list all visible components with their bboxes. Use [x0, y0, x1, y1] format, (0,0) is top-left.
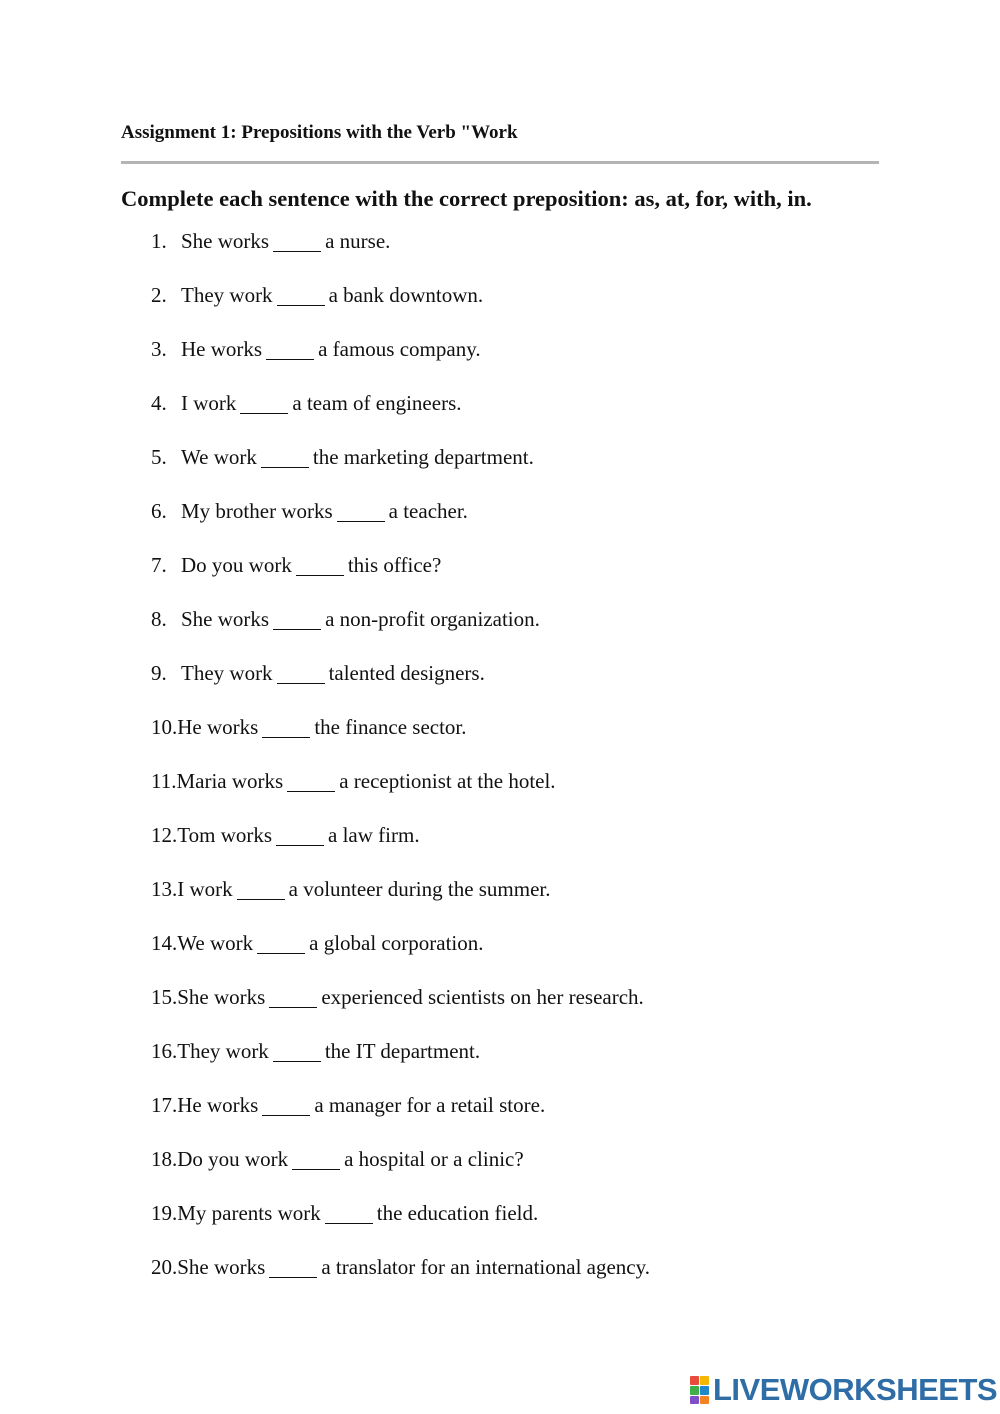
answer-blank[interactable]: [262, 716, 310, 738]
question-item: [151, 820, 650, 874]
question-item: [151, 1144, 650, 1198]
question-text-before: She works: [181, 607, 270, 631]
question-number: 13.: [151, 877, 178, 901]
question-item: [151, 874, 650, 928]
logo-square: [700, 1386, 709, 1395]
question-item: [151, 334, 650, 388]
question-text-before: I work: [177, 877, 233, 901]
question-number: 11.: [151, 769, 177, 793]
question-number: 7.: [151, 553, 167, 577]
question-text-before: Maria works: [176, 769, 284, 793]
logo-square: [700, 1376, 709, 1385]
question-text-after: experienced scientists on her research.: [321, 985, 644, 1009]
question-text-before: They work: [181, 283, 273, 307]
question-number: 18.: [151, 1147, 178, 1171]
question-text-after: a volunteer during the summer.: [288, 877, 551, 901]
answer-blank[interactable]: [276, 824, 324, 846]
answer-blank[interactable]: [273, 608, 321, 630]
answer-blank[interactable]: [325, 1202, 373, 1224]
question-item: [151, 550, 650, 604]
question-item: [151, 928, 650, 982]
question-text-before: He works: [177, 715, 259, 739]
answer-blank[interactable]: [269, 1256, 317, 1278]
question-number: 9.: [151, 661, 167, 685]
question-text-after: the IT department.: [324, 1039, 481, 1063]
answer-blank[interactable]: [296, 554, 344, 576]
question-text-before: She works: [181, 229, 270, 253]
question-item: [151, 226, 650, 280]
question-number: 6.: [151, 499, 167, 523]
question-text-after: a non-profit organization.: [325, 607, 540, 631]
question-text-before: We work: [177, 931, 254, 955]
question-item: [151, 442, 650, 496]
question-text-after: a famous company.: [318, 337, 481, 361]
question-text-after: a team of engineers.: [292, 391, 462, 415]
question-text-before: My brother works: [181, 499, 333, 523]
answer-blank[interactable]: [240, 392, 288, 414]
question-text-after: the finance sector.: [314, 715, 467, 739]
logo-square: [690, 1376, 699, 1385]
question-text-after: a translator for an international agency.: [321, 1255, 651, 1279]
answer-blank[interactable]: [257, 932, 305, 954]
answer-blank[interactable]: [273, 1040, 321, 1062]
question-number: 10.: [151, 715, 178, 739]
answer-blank[interactable]: [287, 770, 335, 792]
question-item: [151, 1036, 650, 1090]
answer-blank[interactable]: [261, 446, 309, 468]
question-list: [151, 226, 650, 1306]
question-text-after: this office?: [347, 553, 442, 577]
question-item: [151, 712, 650, 766]
question-text-after: a global corporation.: [309, 931, 484, 955]
answer-blank[interactable]: [273, 230, 321, 252]
question-item: [151, 1252, 650, 1306]
question-text-before: He works: [177, 1093, 259, 1117]
instruction-text: Complete each sentence with the correct preposition: as, at, for, with, in.: [121, 186, 812, 211]
question-text-before: He works: [181, 337, 263, 361]
question-text-after: a bank downtown.: [328, 283, 484, 307]
question-text-after: the marketing department.: [312, 445, 534, 469]
liveworksheets-brand: [690, 1372, 997, 1408]
logo-square: [700, 1396, 709, 1404]
question-number: 2.: [151, 283, 167, 307]
question-text-after: the education field.: [376, 1201, 539, 1225]
question-text-after: a nurse.: [325, 229, 391, 253]
answer-blank[interactable]: [262, 1094, 310, 1116]
question-item: [151, 658, 650, 712]
question-text-after: talented designers.: [328, 661, 485, 685]
question-text-after: a manager for a retail store.: [314, 1093, 546, 1117]
question-item: [151, 1198, 650, 1252]
question-number: 17.: [151, 1093, 178, 1117]
question-text-after: a receptionist at the hotel.: [339, 769, 556, 793]
answer-blank[interactable]: [337, 500, 385, 522]
question-text-before: We work: [181, 445, 257, 469]
question-text-after: a hospital or a clinic?: [344, 1147, 524, 1171]
answer-blank[interactable]: [237, 878, 285, 900]
question-text-before: Do you work: [177, 1147, 289, 1171]
question-text-before: They work: [181, 661, 273, 685]
question-text-before: My parents work: [177, 1201, 321, 1225]
question-text-before: Do you work: [181, 553, 292, 577]
question-number: 16.: [151, 1039, 178, 1063]
answer-blank[interactable]: [292, 1148, 340, 1170]
question-number: 3.: [151, 337, 167, 361]
answer-blank[interactable]: [277, 284, 325, 306]
question-item: [151, 280, 650, 334]
answer-blank[interactable]: [277, 662, 325, 684]
question-text-before: She works: [177, 985, 266, 1009]
question-text-before: She works: [177, 1255, 266, 1279]
question-text-after: a teacher.: [388, 499, 468, 523]
question-text-before: They work: [177, 1039, 269, 1063]
question-item: [151, 496, 650, 550]
question-text-before: Tom works: [177, 823, 273, 847]
question-number: 1.: [151, 229, 167, 253]
question-number: 15.: [151, 985, 178, 1009]
question-number: 20.: [151, 1255, 178, 1279]
question-text-before: I work: [181, 391, 237, 415]
assignment-title: Assignment 1: Prepositions with the Verb "Work: [121, 122, 518, 143]
question-item: [151, 1090, 650, 1144]
logo-square: [690, 1386, 699, 1395]
question-number: 8.: [151, 607, 167, 631]
question-item: [151, 388, 650, 442]
question-item: [151, 982, 650, 1036]
answer-blank[interactable]: [269, 986, 317, 1008]
question-item: [151, 766, 650, 820]
logo-square: [690, 1396, 699, 1404]
question-item: [151, 604, 650, 658]
question-number: 5.: [151, 445, 167, 469]
question-number: 4.: [151, 391, 167, 415]
answer-blank[interactable]: [266, 338, 314, 360]
question-number: 14.: [151, 931, 178, 955]
question-number: 12.: [151, 823, 178, 847]
question-number: 19.: [151, 1201, 178, 1225]
question-text-after: a law firm.: [328, 823, 420, 847]
liveworksheets-logo-icon: [690, 1376, 710, 1404]
title-divider: [121, 161, 879, 164]
brand-name: LIVEWORKSHEETS: [713, 1372, 998, 1407]
